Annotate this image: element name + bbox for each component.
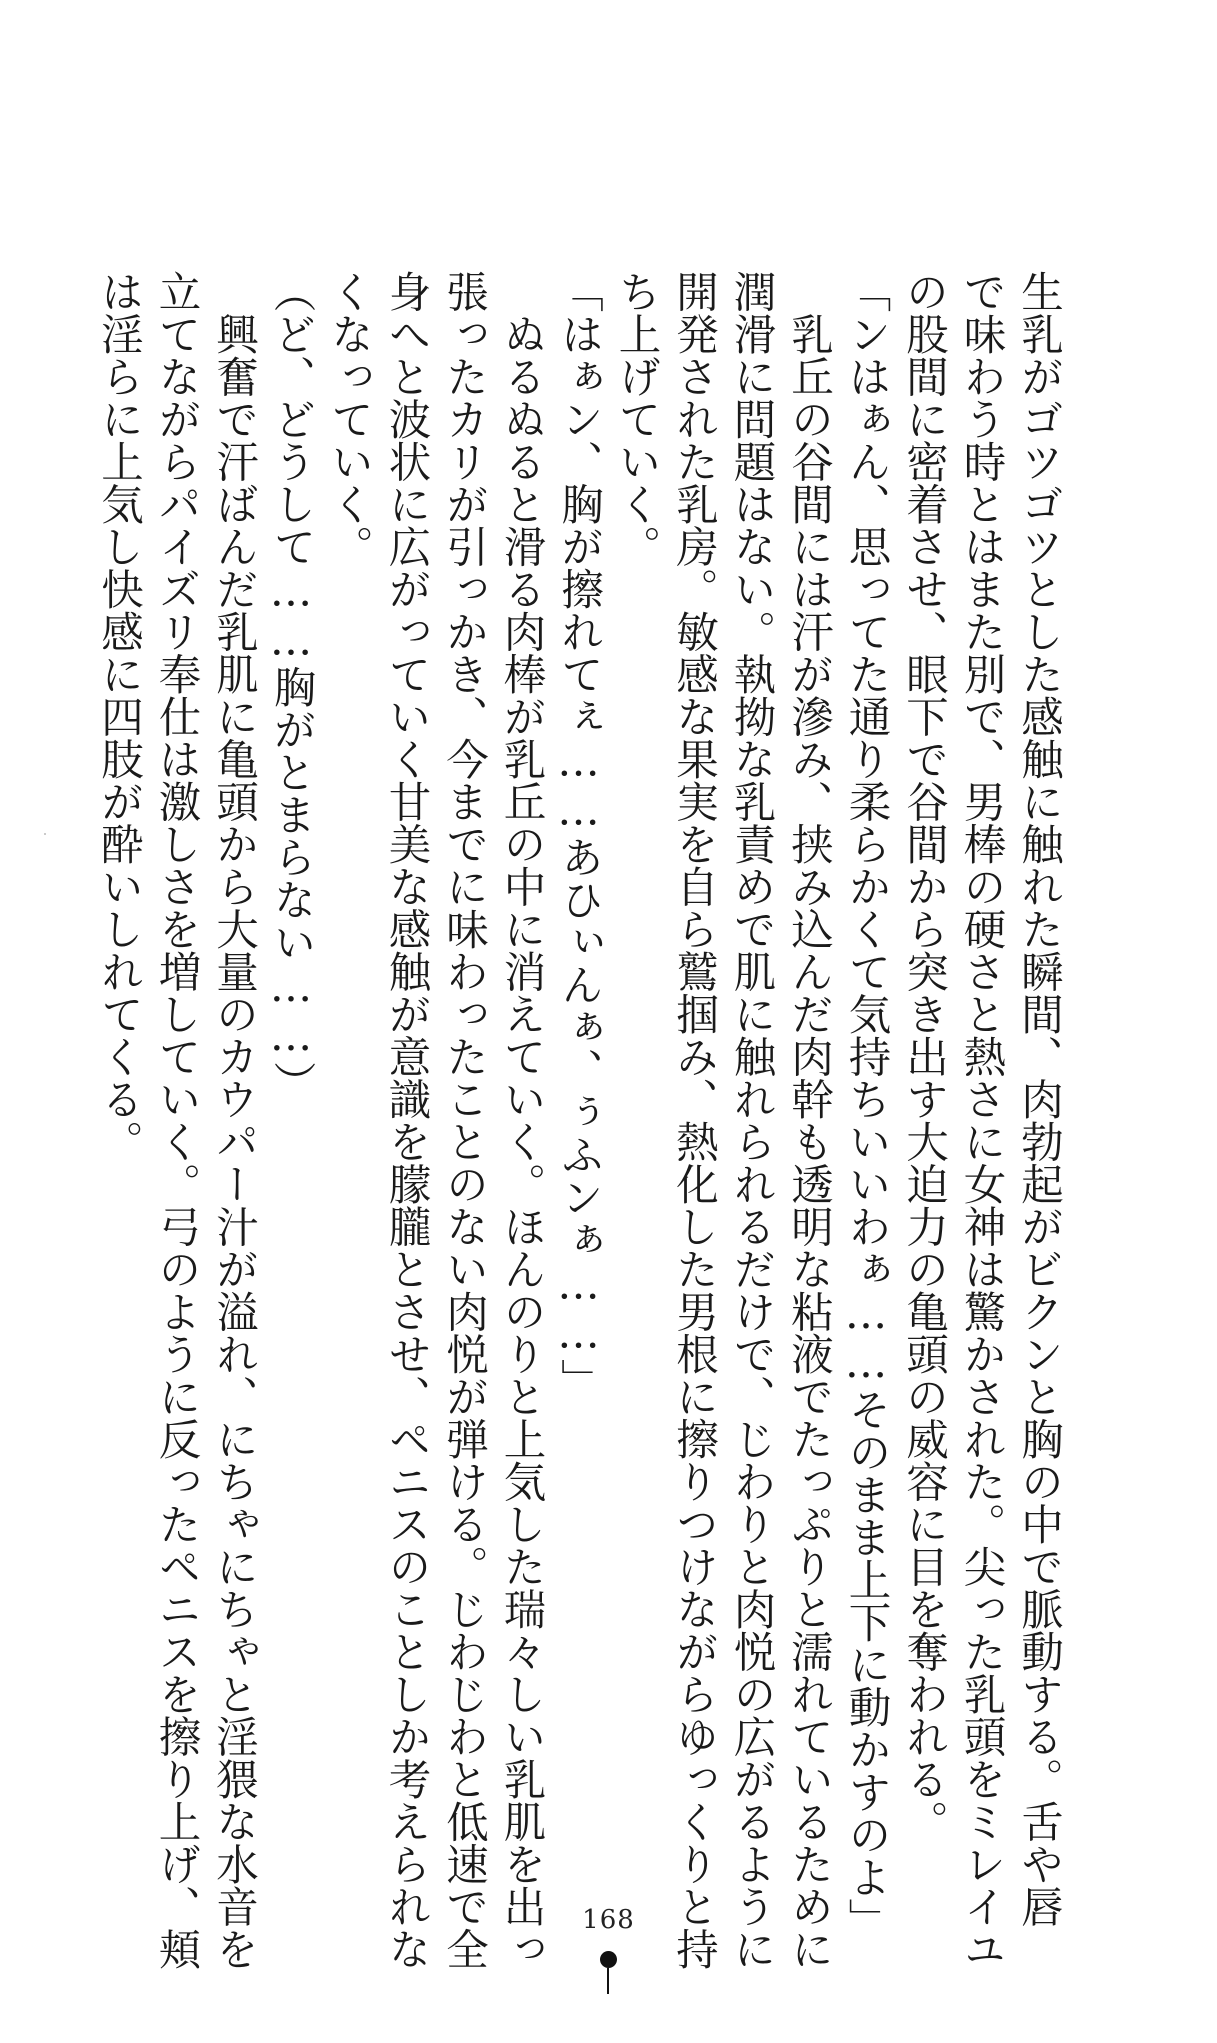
text-line: 立てながらパイズリ奉仕は激しさを増していく。弓のように反ったペニスを擦り上げ、頬 [151,270,201,1970]
text-line: くなっていく。 [324,270,373,568]
page-marker-dot [600,1951,617,1968]
text-line: で味わう時とはまた別で、男棒の硬さと熱さに女神は驚かされた。尖った乳頭をミレイユ [956,270,1006,1970]
paper-speck [44,833,46,835]
text-line: の股間に密着させ、眼下で谷間から突き出す大迫力の亀頭の威容に目を奪われる。 [899,270,948,1843]
text-line: 生乳がゴツゴツとした感触に触れた瞬間、肉勃起がビクンと胸の中で脈動する。舌や唇 [1014,270,1063,1928]
text-line: 開発された乳房。敏感な果実を自ら鷲掴み、熱化した男根に擦りつけながらゆっくりと持 [669,270,718,1970]
text-line: （ど、どうして……胸がとまらない……） [266,270,316,1104]
text-line: 身へと波状に広がっていく甘美な感触が意識を朦朧とさせ、ペニスのことしか考えられな [381,270,431,1970]
text-line: 「はぁン、胸が擦れてぇ……あひぃんぁ、ぅふンぁ……」 [554,270,603,1401]
page-number: 168 [582,1905,635,1935]
text-line: 潤滑に問題はない。執拗な乳責めで肌に触れられるだけで、じわりと肉悦の広がるように [726,270,776,1970]
text-line: 乳丘の谷間には汗が滲み、挟み込んだ肉幹も透明な粘液でたっぷりと濡れているために [784,270,833,1970]
text-line: 「ンはぁん、思ってた通り柔らかくて気持ちいいわぁ……そのまま上下に動かすのよ」 [841,270,891,1941]
text-line: は淫らに上気し快感に四肢が酔いしれてくる。 [94,270,143,1163]
text-line: ち上げていく。 [611,270,661,568]
text-line: 張ったカリが引っかき、今までに味わったことのない肉悦が弾ける。じわじわと低速で全 [439,270,488,1970]
text-line: 興奮で汗ばんだ乳肌に亀頭から大量のカウパー汁が溢れ、にちゃにちゃと淫猥な水音を [209,270,258,1970]
text-line: ぬるぬると滑る肉棒が乳丘の中に消えていく。ほんのりと上気した瑞々しい乳肌を出っ [496,270,546,1970]
page-marker-tick [607,1968,609,1994]
